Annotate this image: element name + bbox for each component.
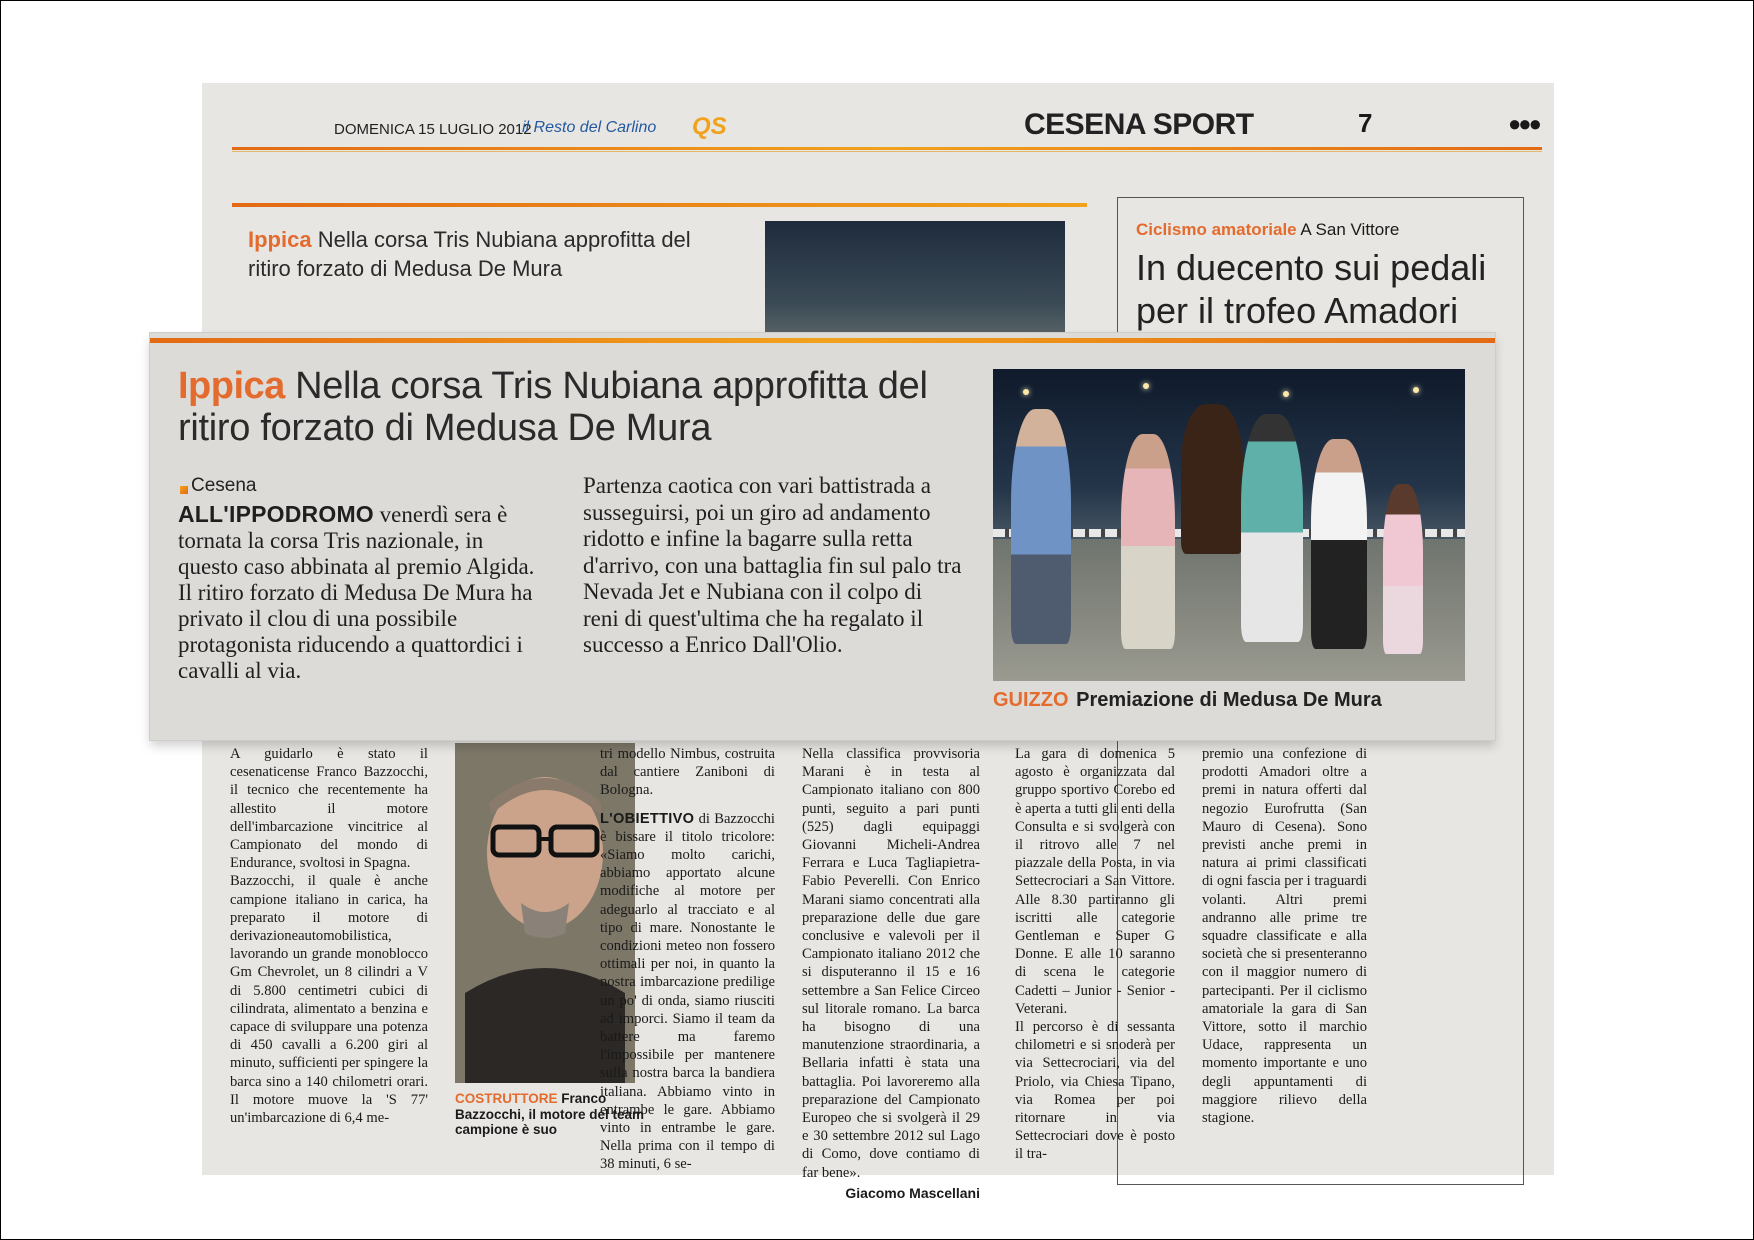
- byline: Giacomo Mascellani: [845, 1184, 980, 1201]
- horse-col-1: [178, 501, 548, 684]
- person-figure: [1121, 434, 1175, 649]
- horse-figure: [1181, 404, 1243, 554]
- boat-col-3: [802, 745, 980, 1202]
- cycling-headline: In duecento sui pedali per il trofeo Amadori: [1136, 247, 1487, 331]
- horse-kicker: Ippica: [178, 365, 285, 407]
- person-figure: [1311, 439, 1367, 649]
- cycling-kicker-line: [1136, 220, 1399, 240]
- dateline-square-icon: [180, 486, 188, 494]
- stadium-light: [1283, 391, 1289, 397]
- dateline-city: Cesena: [191, 475, 257, 496]
- boat-col-2a-text: tri modello Nimbus, costruita dal cantiere Zaniboni di Bologna.: [600, 746, 775, 799]
- race-caption-text: Premiazione di Medusa De Mura: [1076, 689, 1382, 711]
- boat-col-1-text: A guidarlo è stato il cesenaticense Franco Bazzocchi, il tecnico che recentemente ha allestito il motore dell'imbarcazione vincitrice al Campionato del mondo di Endurance, svoltosi in Spagna.: [230, 746, 428, 872]
- newspaper-name: il Resto del Carlino: [522, 119, 657, 136]
- race-caption-kicker: GUIZZO: [993, 689, 1069, 711]
- horse-headline: Nella corsa Tris Nubiana approfitta del ritiro forzato di Medusa De Mura: [178, 365, 928, 449]
- dateline: [180, 475, 257, 497]
- boat-col-2-text: di Bazzocchi è bissare il titolo tricolore: «Siamo molto carichi, abbiamo apportato alcune modifiche al motore per adeguarlo al tracciato e al tipo di mare. Nonostante le condizioni meteo non fossero ottimali per noi, in quanto la nostra imbarcazione predilige un po' di onda, siamo riusciti ad imporci. Siamo il team da battere ma faremo l'impossibile per mantenere sulla nostra barca la bandiera italiana. Abbiamo vinto in entrambe le gare. Abbiamo vinto in entrambe le gare. Nella prima con il tempo di 38 minuti, 6 se-: [600, 810, 775, 1173]
- boat-col-3-text: Nella classifica provvisoria Marani è in testa al Campionato italiano con 800 punti, seguito a pari punti (525) dagli equipaggi Giovanni Micheli-Andrea Ferrara e Luca Tagliapietra-Fabio Peverelli. Con Enrico Marani siamo concentrati alla preparazione delle due gare conclusive e valevoli per il Campionato italiano 2012 che si disputeranno il 15 e 16 settembre a San Felice Circeo sul litorale romano. La barca ha bisogno di una manutenzione straordinaria, a Bellaria infatti è stata una battaglia. Poi lavoreremo alla preparazione del Campionato Europeo che si svolgerà il 29 e 30 settembre 2012 sul Lago di Como, dove contiamo di far bene».: [802, 746, 980, 1181]
- horse-col-1-text: venerdì sera è tornata la corsa Tris nazionale, in questo caso abbinata al premio Algida. Il ritiro forzato di Medusa De Mura ha privato il clou di una possibile protagonista riducendo a quattordici i cavalli al via.: [178, 502, 535, 683]
- boat-col-2: [600, 745, 775, 1174]
- zoom-article-rule: [150, 338, 1495, 343]
- stadium-light: [1143, 383, 1149, 389]
- cycling-col-1: [1015, 745, 1175, 1164]
- stadium-light: [1413, 387, 1419, 393]
- boat-col-2-lead: L'OBIETTIVO: [600, 810, 695, 827]
- portrait-caption-kicker: COSTRUTTORE: [455, 1091, 558, 1106]
- race-photo-caption: [993, 689, 1382, 712]
- horse-article-title-small: [248, 225, 738, 283]
- stadium-light: [1023, 389, 1029, 395]
- race-award-photo: [993, 369, 1465, 681]
- cycling-col-1-text: La gara di domenica 5 agosto è organizzata dal gruppo sportivo Corebo ed è aperta a tutti gli enti della Consulta e si svolgerà con il ritrovo alle 7 nel piazzale della Posta, in via Settecrociari a San Vittore. Alle 8.30 partiranno gli iscritti alle categorie Gentleman e Super G Donne. E alle 10 saranno di scena le categorie Cadetti – Junior - Senior - Veterani.: [1015, 746, 1175, 1017]
- boat-col-1: [230, 745, 428, 1127]
- article-kicker: Ippica: [248, 227, 312, 252]
- portrait-caption-text: Franco Bazzocchi, il motore del team campione è suo: [455, 1091, 645, 1137]
- horse-col-2-text: Partenza caotica con vari battistrada a susseguirsi, poi un giro ad andamento ridotto e infine la bagarre sulla retta d'arrivo, con una battaglia fin sul palo tra Nevada Jet e Nubiana con il colpo di reni di quest'ultima che ha regalato il successo a Enrico Dall'Olio.: [583, 473, 962, 657]
- cycling-place: A San Vittore: [1300, 220, 1400, 239]
- horse-col-2: [583, 473, 963, 659]
- cycling-col-2: [1202, 745, 1367, 1127]
- header-rule: [232, 147, 1542, 150]
- horse-article-title: [178, 365, 958, 449]
- horse-lead: ALL'IPPODROMO: [178, 501, 374, 527]
- person-figure: [1011, 409, 1071, 644]
- horse-article-zoom: [150, 333, 1495, 740]
- boat-col-1b-text: Bazzocchi, il quale è anche campione italiano in carica, ha preparato il motore di derivazioneautomobilistica, lavorando un grande monoblocco Gm Chevrolet, un 8 cilindri a V di 5.800 centimetri cubici di cilindrata, alimentato a benzina e capace di sviluppare una potenza di 450 cavalli a 6.200 giri al minuto, sufficienti per spingere la barca sino a 140 chilometri orari. Il motore muove la 'S 77' un'imbarcazione di 6,4 me-: [230, 873, 428, 1127]
- cycling-kicker: Ciclismo amatoriale: [1136, 220, 1297, 239]
- article-rule: [232, 203, 1087, 207]
- page-date: DOMENICA 15 LUGLIO 2012: [334, 121, 532, 138]
- page-number: 7: [1358, 108, 1373, 138]
- driver-figure: [1241, 414, 1303, 642]
- header-rule-thin: [232, 151, 1542, 152]
- dots-ornament: ●●●: [1508, 111, 1539, 136]
- article-headline: Nella corsa Tris Nubiana approfitta del ritiro forzato di Medusa De Mura: [248, 227, 691, 281]
- child-figure: [1383, 484, 1423, 654]
- qs-logo: QS: [692, 113, 727, 140]
- cycling-col-2-text: premio una confezione di prodotti Amadori oltre a premi in natura offerti dal negozio Eurofrutta (San Mauro di Cesena). Sono previsti anche premi in natura ai primi classificati di ogni fascia per i traguardi volanti. Altri premi andranno alle prime tre squadre classificate e alla società che si presenteranno con il maggior numero di partecipanti. Per il ciclismo amatoriale la gara di San Vittore, sotto il marchio Udace, rappresenta un momento importante e uno degli appuntamenti di maggiore rilievo della stagione.: [1202, 746, 1367, 1127]
- section-title: CESENA SPORT: [1024, 108, 1254, 141]
- cycling-col-1b-text: Il percorso è di sessanta chilometri e si snoderà per via Settecrociari, via del Priolo, via Chiesa Tipano, via Romea per poi ritornare in via Settecrociari dove è posto il tra-: [1015, 1019, 1175, 1163]
